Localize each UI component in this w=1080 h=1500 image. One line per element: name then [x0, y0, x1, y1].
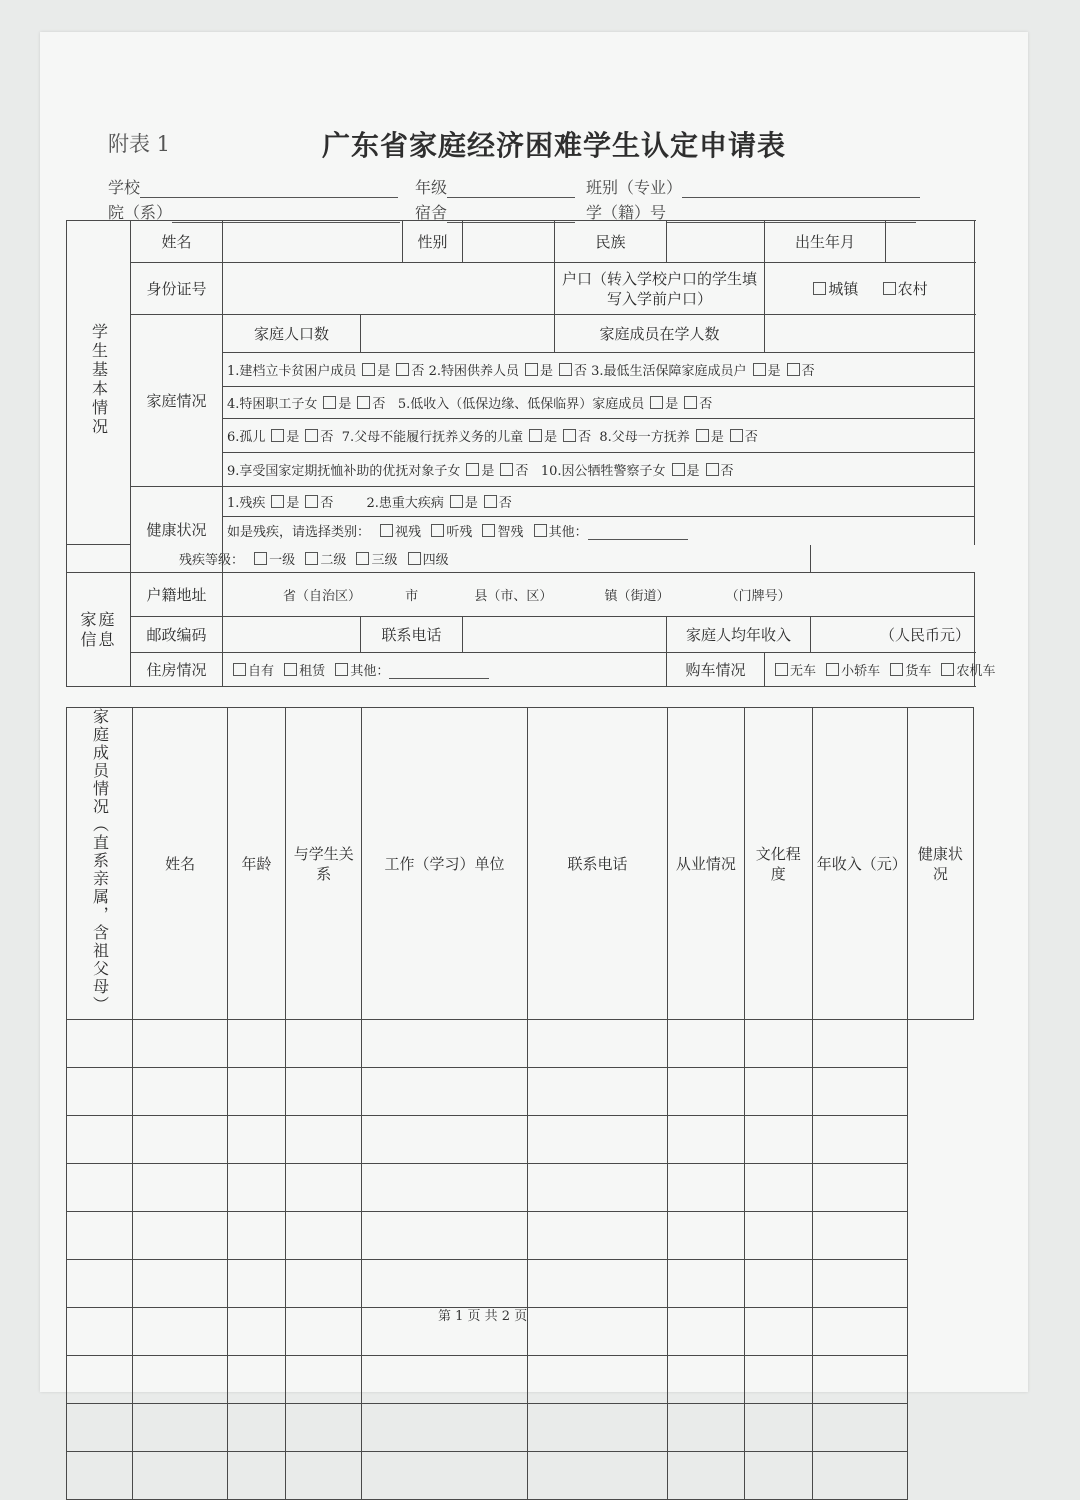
- col-education: 文化程度: [744, 708, 812, 1020]
- level-2-checkbox[interactable]: [305, 552, 318, 565]
- member-row: [67, 1068, 974, 1116]
- member-cell[interactable]: [812, 1308, 907, 1356]
- family-row-1: [67, 573, 975, 617]
- member-cell[interactable]: [67, 1404, 133, 1452]
- member-cell[interactable]: [228, 1308, 286, 1356]
- sit-10-yes[interactable]: [672, 463, 685, 476]
- type-other-line[interactable]: [588, 527, 688, 540]
- member-cell[interactable]: [133, 1068, 228, 1116]
- member-cell[interactable]: [527, 1164, 667, 1212]
- sit-2-no[interactable]: [559, 363, 572, 376]
- no-text: 否: [515, 464, 529, 479]
- birth-input[interactable]: [886, 221, 975, 263]
- col-health: 健康状况: [907, 708, 973, 1020]
- housing-label: 住房情况: [131, 653, 223, 687]
- col-income: 年收入（元）: [812, 708, 907, 1020]
- member-row: [67, 1164, 974, 1212]
- sit-5-no[interactable]: [684, 396, 697, 409]
- sit-4-yes[interactable]: [323, 396, 336, 409]
- yes-text: 是: [377, 364, 391, 379]
- grade-label: 年级: [415, 178, 448, 197]
- no-text: 否: [411, 364, 425, 379]
- health-line-2: [223, 517, 975, 545]
- type-other-checkbox[interactable]: [534, 524, 547, 537]
- county-label: 县（市、区）: [474, 589, 553, 604]
- member-cell[interactable]: [67, 1116, 133, 1164]
- member-cell[interactable]: [668, 1116, 744, 1164]
- college-label: 院（系）: [108, 203, 173, 222]
- page-footer: 第 1 页 共 2 页: [438, 1309, 528, 1324]
- member-cell[interactable]: [527, 1452, 667, 1500]
- member-cell[interactable]: [744, 1308, 812, 1356]
- member-cell[interactable]: [812, 1020, 907, 1068]
- sit-9-label: 9.享受国家定期抚恤补助的优抚对象子女: [227, 464, 461, 479]
- no-text: 否: [720, 464, 734, 479]
- postcode-label: 邮政编码: [131, 617, 223, 653]
- disability-yes[interactable]: [271, 495, 284, 508]
- member-cell[interactable]: [362, 1116, 527, 1164]
- member-cell[interactable]: [133, 1020, 228, 1068]
- member-cell[interactable]: [527, 1308, 667, 1356]
- id-input[interactable]: [223, 263, 555, 315]
- hukou-options: [765, 263, 975, 315]
- member-cell[interactable]: [228, 1260, 286, 1308]
- town-label: 镇（街道）: [604, 589, 670, 604]
- income-label: 家庭人均年收入: [667, 617, 811, 653]
- address-input[interactable]: [223, 573, 975, 617]
- member-cell[interactable]: [285, 1068, 361, 1116]
- section-family-info: 家庭信息: [67, 573, 131, 687]
- grade-line[interactable]: [447, 183, 575, 198]
- member-cell[interactable]: [133, 1164, 228, 1212]
- yes-text: 是: [286, 496, 300, 511]
- sit-7-label: 7.父母不能履行抚养义务的儿童: [341, 430, 524, 445]
- member-cell[interactable]: [228, 1164, 286, 1212]
- car-sedan: 小轿车: [841, 664, 881, 679]
- car-none-checkbox[interactable]: [775, 663, 788, 676]
- school-label: 学校: [108, 178, 141, 197]
- urban-label: 城镇: [828, 280, 859, 298]
- member-cell[interactable]: [668, 1452, 744, 1500]
- yes-text: 是: [544, 430, 558, 445]
- health-row-3: [67, 545, 975, 573]
- gender-input[interactable]: [463, 221, 555, 263]
- col-phone: 联系电话: [527, 708, 667, 1020]
- situation-line-1: [223, 353, 975, 387]
- no-text: 否: [574, 364, 588, 379]
- member-cell[interactable]: [744, 1020, 812, 1068]
- yes-text: 是: [710, 430, 724, 445]
- member-cell[interactable]: [285, 1452, 361, 1500]
- in-school-label: 家庭成员在学人数: [555, 315, 765, 353]
- car-truck: 货车: [905, 664, 932, 679]
- section-members: 家庭成员情况（直系亲属，含祖父母）: [67, 708, 133, 1020]
- family-row-3: [67, 653, 975, 687]
- postcode-input[interactable]: [223, 617, 361, 653]
- car-options: [765, 653, 996, 687]
- grade-field[interactable]: [415, 175, 575, 198]
- member-cell[interactable]: [527, 1404, 667, 1452]
- member-cell[interactable]: [228, 1404, 286, 1452]
- sit-8-label: 8.父母一方抚养: [599, 430, 690, 445]
- member-cell[interactable]: [668, 1308, 744, 1356]
- basic-row-2: [67, 263, 975, 315]
- no-text: 否: [699, 397, 713, 412]
- id-label: 身份证号: [131, 263, 223, 315]
- member-cell[interactable]: [285, 1116, 361, 1164]
- member-cell[interactable]: [133, 1452, 228, 1500]
- form-paper: [40, 32, 1028, 1392]
- member-cell[interactable]: [668, 1356, 744, 1404]
- gender-label: 性别: [403, 221, 463, 263]
- member-row: [67, 1452, 974, 1500]
- member-cell[interactable]: [812, 1452, 907, 1500]
- illness-label: 2.患重大疾病: [366, 496, 444, 511]
- member-cell[interactable]: [362, 1356, 527, 1404]
- sit-3-no[interactable]: [787, 363, 800, 376]
- yes-text: 是: [286, 430, 300, 445]
- class-major-field[interactable]: [586, 175, 920, 198]
- family-row-2: [67, 617, 975, 653]
- no-text: 否: [320, 430, 334, 445]
- name-input[interactable]: [223, 221, 403, 263]
- yes-text: 是: [767, 364, 781, 379]
- hukou-label: 户口（转入学校户口的学生填写入学前户口）: [555, 263, 765, 315]
- member-cell[interactable]: [527, 1020, 667, 1068]
- sit-6-label: 6.孤儿: [227, 430, 266, 445]
- sit-2-yes[interactable]: [525, 363, 538, 376]
- no-text: 否: [801, 364, 815, 379]
- member-cell[interactable]: [67, 1212, 133, 1260]
- car-label: 购车情况: [667, 653, 765, 687]
- housing-other-checkbox[interactable]: [335, 663, 348, 676]
- sit-6-yes[interactable]: [271, 429, 284, 442]
- section-basic: 学生基本情况: [67, 221, 131, 545]
- rural-label: 农村: [897, 280, 928, 298]
- member-cell[interactable]: [285, 1164, 361, 1212]
- member-cell[interactable]: [362, 1164, 527, 1212]
- sit-5-label: 5.低收入（低保边缘、低保临界）家庭成员: [397, 397, 645, 412]
- class-major-label: 班别（专业）: [586, 178, 683, 197]
- member-cell[interactable]: [67, 1164, 133, 1212]
- member-cell[interactable]: [744, 1068, 812, 1116]
- member-cell[interactable]: [744, 1260, 812, 1308]
- members-header-row: [67, 708, 974, 1020]
- housing-options: [223, 653, 667, 687]
- form-title: 广东省家庭经济困难学生认定申请表: [322, 129, 787, 162]
- no-text: 否: [320, 496, 334, 511]
- col-name: 姓名: [133, 708, 228, 1020]
- member-cell[interactable]: [527, 1068, 667, 1116]
- member-cell[interactable]: [67, 1308, 133, 1356]
- member-cell[interactable]: [362, 1212, 527, 1260]
- member-cell[interactable]: [744, 1404, 812, 1452]
- col-employment: 从业情况: [668, 708, 744, 1020]
- sit-9-no[interactable]: [500, 463, 513, 476]
- member-cell[interactable]: [228, 1116, 286, 1164]
- housing-other: 其他：: [350, 664, 390, 679]
- member-cell[interactable]: [228, 1452, 286, 1500]
- housing-other-line[interactable]: [389, 666, 489, 679]
- col-age: 年龄: [228, 708, 286, 1020]
- ethnicity-label: 民族: [555, 221, 667, 263]
- member-cell[interactable]: [744, 1116, 812, 1164]
- member-cell[interactable]: [668, 1020, 744, 1068]
- family-situation-label: 家庭情况: [131, 315, 223, 487]
- col-workplace: 工作（学习）单位: [362, 708, 527, 1020]
- type-hearing-checkbox[interactable]: [431, 524, 444, 537]
- sit-5-yes[interactable]: [650, 396, 663, 409]
- basic-row-1: [67, 221, 975, 263]
- house-no-label: （门牌号）: [725, 589, 791, 604]
- member-cell[interactable]: [744, 1356, 812, 1404]
- member-cell[interactable]: [744, 1452, 812, 1500]
- member-cell[interactable]: [744, 1164, 812, 1212]
- member-cell[interactable]: [228, 1020, 286, 1068]
- currency-label: （人民币元）: [880, 626, 971, 644]
- member-cell[interactable]: [362, 1452, 527, 1500]
- address-label: 户籍地址: [131, 573, 223, 617]
- type-visual-checkbox[interactable]: [380, 524, 393, 537]
- member-cell[interactable]: [668, 1212, 744, 1260]
- member-cell[interactable]: [527, 1260, 667, 1308]
- car-truck-checkbox[interactable]: [890, 663, 903, 676]
- housing-rent-checkbox[interactable]: [284, 663, 297, 676]
- sit-1-no[interactable]: [396, 363, 409, 376]
- type-intellect: 智残: [497, 525, 524, 541]
- yes-text: 是: [539, 364, 553, 379]
- annex-label: 附表 1: [108, 132, 171, 156]
- name-label: 姓名: [131, 221, 223, 263]
- member-cell[interactable]: [67, 1260, 133, 1308]
- member-cell[interactable]: [228, 1212, 286, 1260]
- member-cell[interactable]: [285, 1260, 361, 1308]
- type-other: 其他：: [548, 525, 588, 541]
- no-text: 否: [372, 397, 386, 412]
- member-cell[interactable]: [362, 1404, 527, 1452]
- type-intellect-checkbox[interactable]: [482, 524, 495, 537]
- phone-label: 联系电话: [361, 617, 463, 653]
- car-sedan-checkbox[interactable]: [826, 663, 839, 676]
- no-text: 否: [498, 496, 512, 511]
- level-4: 四级: [422, 553, 449, 568]
- member-cell[interactable]: [228, 1068, 286, 1116]
- sit-10-no[interactable]: [706, 463, 719, 476]
- yes-text: 是: [665, 397, 679, 412]
- province-label: 省（自治区）: [283, 589, 362, 604]
- school-line[interactable]: [140, 183, 398, 198]
- income-input[interactable]: [811, 617, 975, 653]
- sit-4-no[interactable]: [357, 396, 370, 409]
- no-text: 否: [578, 430, 592, 445]
- illness-yes[interactable]: [450, 495, 463, 508]
- housing-own-checkbox[interactable]: [233, 663, 246, 676]
- class-major-line[interactable]: [682, 183, 920, 198]
- health-label: 健康状况: [131, 487, 223, 573]
- member-cell[interactable]: [285, 1308, 361, 1356]
- member-cell[interactable]: [744, 1212, 812, 1260]
- sit-8-yes[interactable]: [696, 429, 709, 442]
- member-cell[interactable]: [668, 1260, 744, 1308]
- member-cell[interactable]: [285, 1356, 361, 1404]
- member-cell[interactable]: [527, 1356, 667, 1404]
- member-cell[interactable]: [67, 1356, 133, 1404]
- car-farm: 农机车: [956, 664, 996, 679]
- col-relation: 与学生关系: [285, 708, 361, 1020]
- phone-input[interactable]: [463, 617, 667, 653]
- yes-text: 是: [464, 496, 478, 511]
- health-row-1: [67, 487, 975, 517]
- member-row: [67, 1212, 974, 1260]
- illness-no[interactable]: [484, 495, 497, 508]
- member-cell[interactable]: [362, 1068, 527, 1116]
- member-row: [67, 1116, 974, 1164]
- member-cell[interactable]: [285, 1020, 361, 1068]
- yes-text: 是: [481, 464, 495, 479]
- type-hearing: 听残: [446, 525, 473, 541]
- member-row: [67, 1404, 974, 1452]
- member-cell[interactable]: [67, 1068, 133, 1116]
- members-table: [66, 707, 974, 1500]
- city-label: 市: [405, 589, 419, 604]
- member-cell[interactable]: [133, 1116, 228, 1164]
- member-row: [67, 1356, 974, 1404]
- member-cell[interactable]: [67, 1020, 133, 1068]
- housing-own: 自有: [248, 664, 275, 679]
- sit-4-label: 4.特困职工子女: [227, 397, 318, 412]
- member-cell[interactable]: [812, 1404, 907, 1452]
- birth-label: 出生年月: [765, 221, 886, 263]
- disability-label: 1.残疾: [227, 496, 266, 511]
- sit-7-no[interactable]: [563, 429, 576, 442]
- student-id-label: 学（籍）号: [586, 203, 667, 222]
- situation-line-3: [223, 419, 975, 453]
- sit-6-no[interactable]: [305, 429, 318, 442]
- application-table: [66, 220, 996, 687]
- sit-3-label: 3.最低生活保障家庭成员户: [591, 364, 747, 379]
- sit-9-yes[interactable]: [466, 463, 479, 476]
- sit-1-yes[interactable]: [362, 363, 375, 376]
- ethnicity-input[interactable]: [667, 221, 765, 263]
- member-cell[interactable]: [527, 1212, 667, 1260]
- member-cell[interactable]: [668, 1164, 744, 1212]
- member-cell[interactable]: [228, 1356, 286, 1404]
- member-cell[interactable]: [812, 1164, 907, 1212]
- member-cell[interactable]: [812, 1356, 907, 1404]
- yes-text: 是: [686, 464, 700, 479]
- level-3-checkbox[interactable]: [356, 552, 369, 565]
- dorm-label: 宿舍: [415, 203, 448, 222]
- basic-row-3: [67, 315, 975, 353]
- health-line-1: [223, 487, 975, 517]
- level-2: 二级: [320, 553, 347, 568]
- situation-line-4: [223, 453, 975, 487]
- member-cell[interactable]: [285, 1212, 361, 1260]
- yes-text: 是: [338, 397, 352, 412]
- member-cell[interactable]: [812, 1212, 907, 1260]
- sit-10-label: 10.因公牺牲警察子女: [540, 464, 666, 479]
- sit-8-no[interactable]: [730, 429, 743, 442]
- member-cell[interactable]: [362, 1020, 527, 1068]
- sit-1-label: 1.建档立卡贫困户成员: [227, 364, 357, 379]
- school-field[interactable]: [108, 175, 398, 198]
- sit-7-yes[interactable]: [529, 429, 542, 442]
- member-cell[interactable]: [812, 1260, 907, 1308]
- type-visual: 视残: [395, 525, 422, 541]
- member-cell[interactable]: [133, 1308, 228, 1356]
- sit-2-label: 2.特困供养人员: [428, 364, 519, 379]
- housing-rent: 租赁: [299, 664, 326, 679]
- member-row: [67, 1260, 974, 1308]
- member-cell[interactable]: [668, 1068, 744, 1116]
- level-prompt: 残疾等级：: [179, 553, 245, 568]
- rural-checkbox[interactable]: [883, 282, 896, 295]
- situation-line-2: [223, 387, 975, 419]
- level-1-checkbox[interactable]: [254, 552, 267, 565]
- member-cell[interactable]: [812, 1116, 907, 1164]
- level-3: 三级: [371, 553, 398, 568]
- disability-no[interactable]: [305, 495, 318, 508]
- member-row: [67, 1020, 974, 1068]
- no-text: 否: [744, 430, 758, 445]
- level-4-checkbox[interactable]: [408, 552, 421, 565]
- member-cell[interactable]: [285, 1404, 361, 1452]
- member-cell[interactable]: [133, 1404, 228, 1452]
- level-1: 一级: [269, 553, 296, 568]
- member-cell[interactable]: [133, 1212, 228, 1260]
- health-line-3: [67, 545, 811, 573]
- car-farm-checkbox[interactable]: [941, 663, 954, 676]
- sit-3-yes[interactable]: [753, 363, 766, 376]
- in-school-input[interactable]: [765, 315, 975, 353]
- urban-checkbox[interactable]: [813, 282, 826, 295]
- type-prompt: 如是残疾，请选择类别：: [227, 525, 371, 541]
- family-size-label: 家庭人口数: [223, 315, 361, 353]
- car-none: 无车: [790, 664, 817, 679]
- member-cell[interactable]: [527, 1116, 667, 1164]
- member-cell[interactable]: [133, 1356, 228, 1404]
- family-size-input[interactable]: [361, 315, 555, 353]
- member-cell[interactable]: [67, 1452, 133, 1500]
- member-cell[interactable]: [362, 1260, 527, 1308]
- member-cell[interactable]: [668, 1404, 744, 1452]
- member-cell[interactable]: [133, 1260, 228, 1308]
- member-cell[interactable]: [812, 1068, 907, 1116]
